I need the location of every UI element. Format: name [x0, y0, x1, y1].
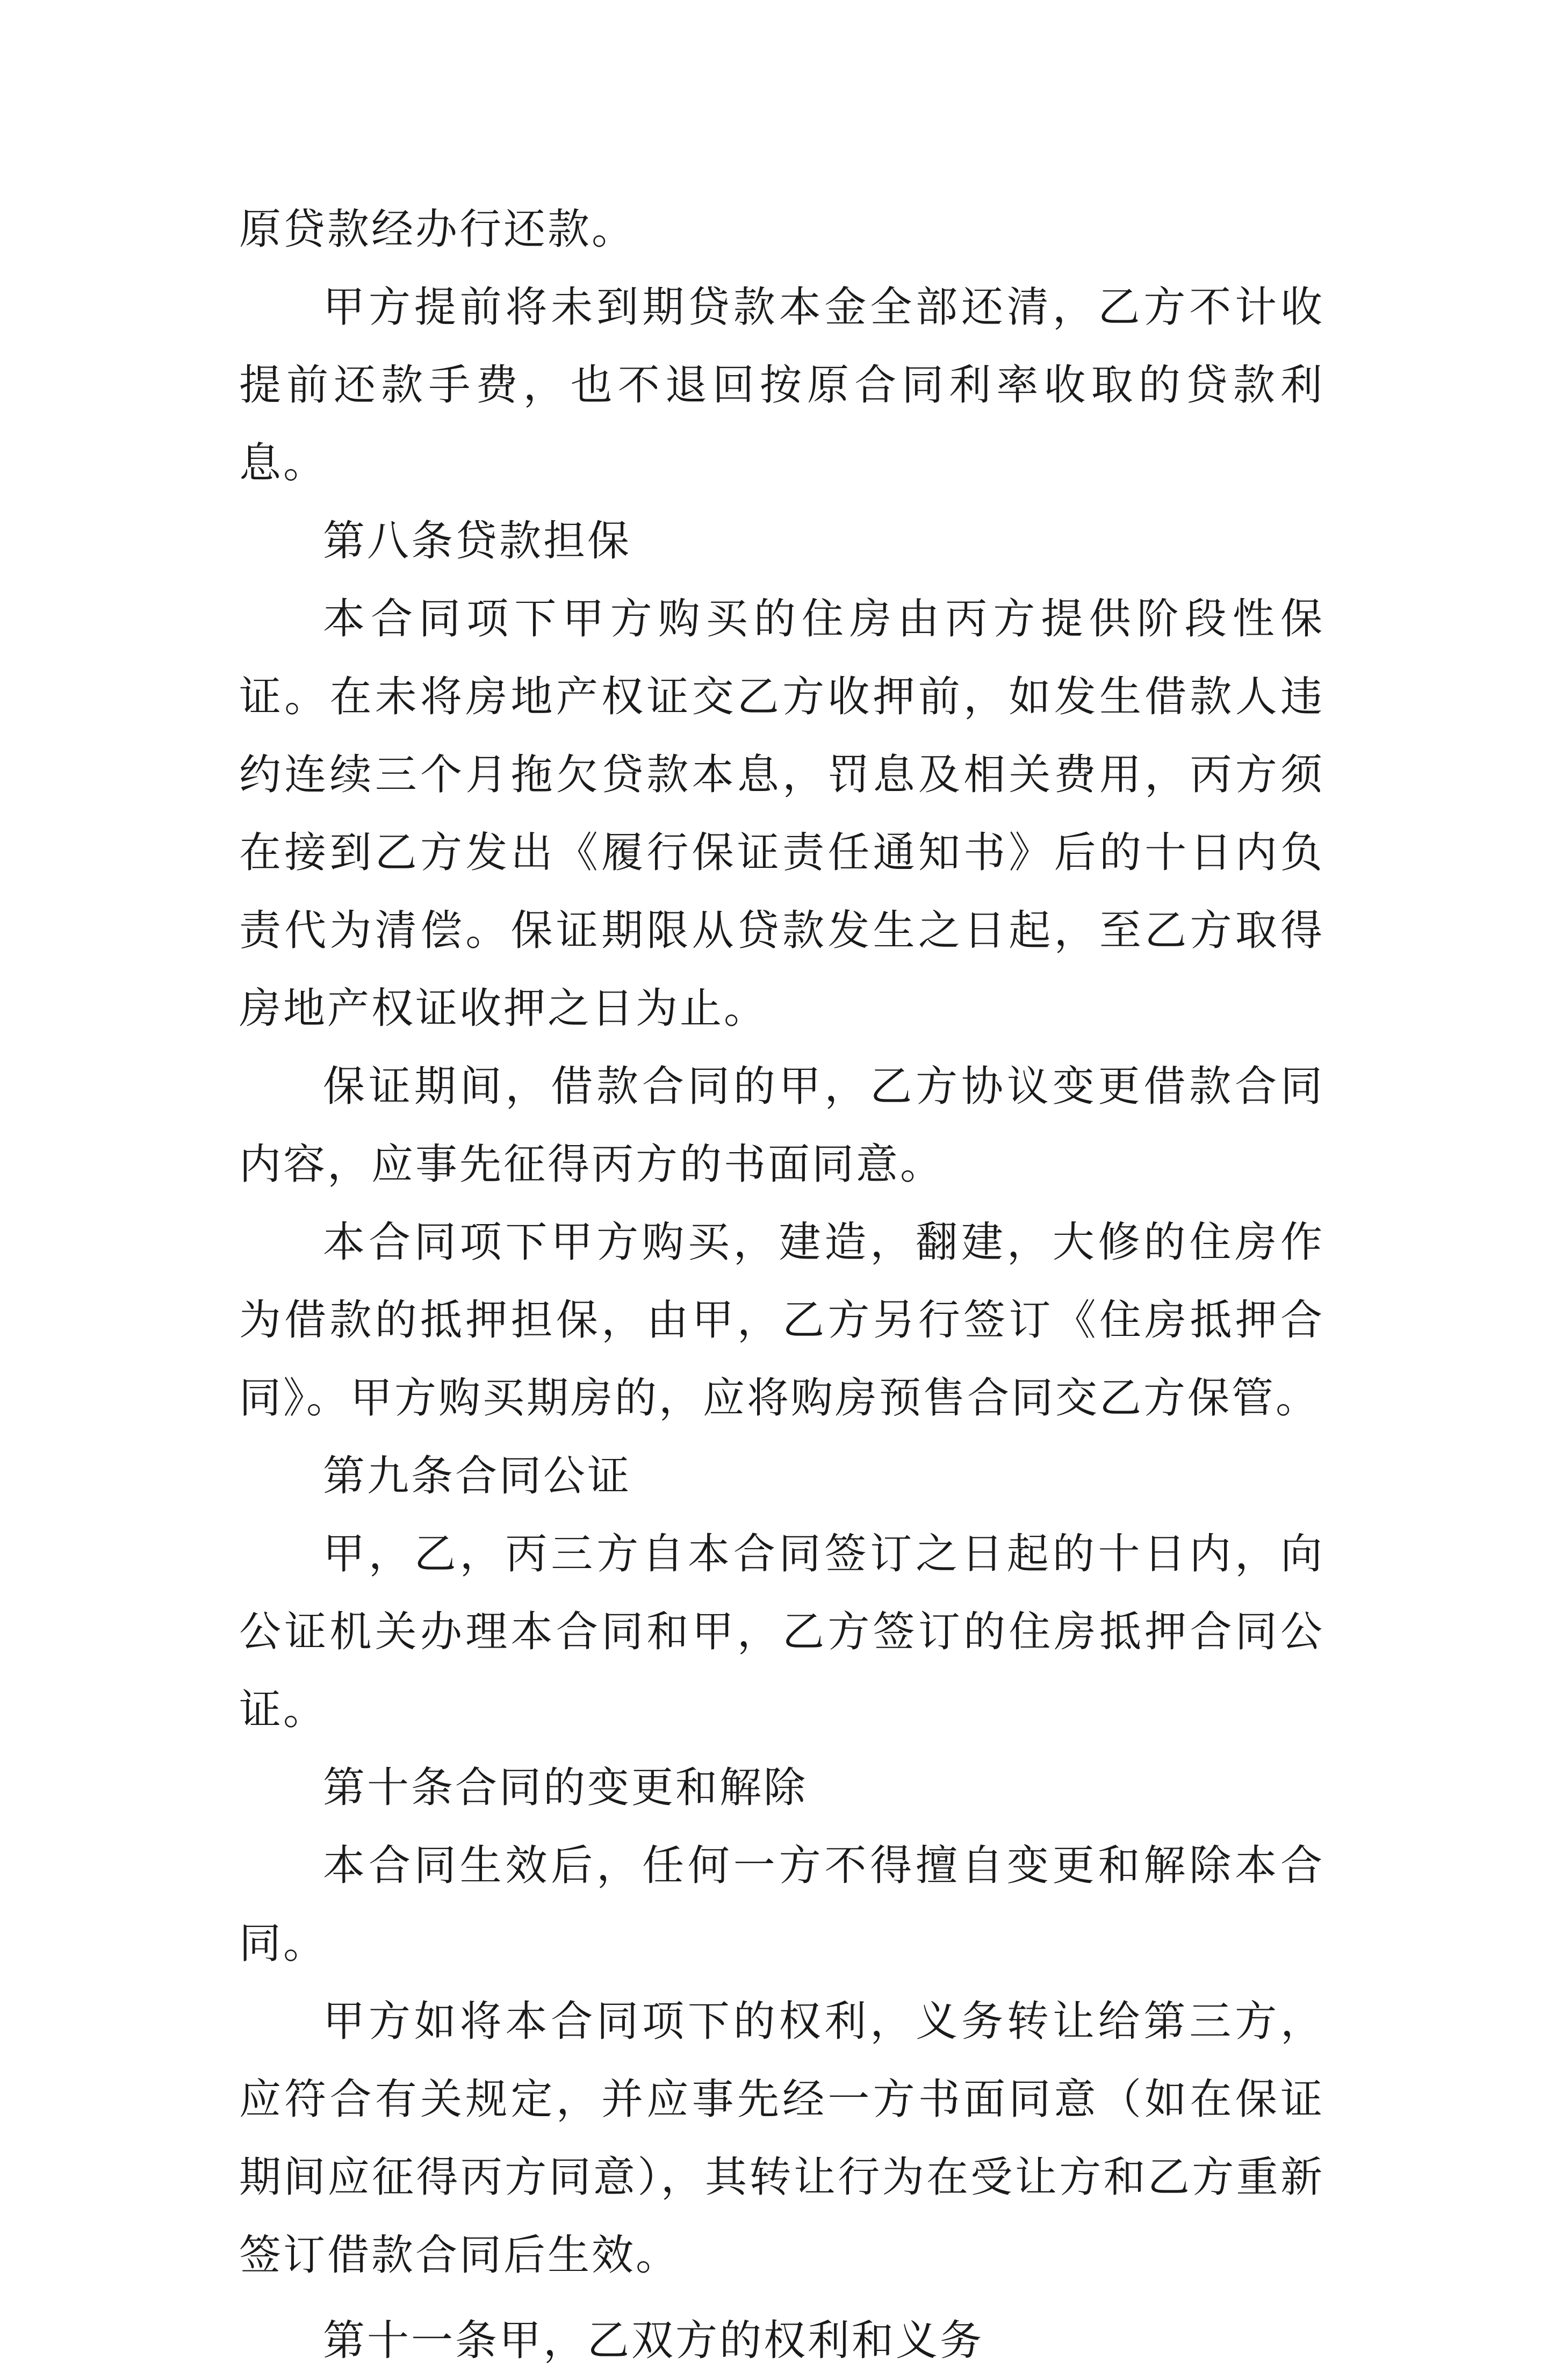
heading-article-10: 第十条合同的变更和解除: [323, 1764, 808, 1812]
heading-article-8: 第八条贷款担保: [323, 517, 632, 565]
heading-article-9: 第九条合同公证: [323, 1452, 632, 1500]
paragraph-early-repayment: 甲方提前将未到期贷款本金全部还清，乙方不计收提前还款手费，也不退回按原合同利率收取的贷款利息。: [239, 283, 1324, 487]
paragraph-loan-repayment-bank: 原贷款经办行还款。: [239, 205, 636, 254]
paragraph-guarantee-period-change: 保证期间，借款合同的甲，乙方协议变更借款合同内容，应事先征得丙方的书面同意。: [239, 1062, 1324, 1189]
paragraph-mortgage-collateral: 本合同项下甲方购买，建造，翻建，大修的住房作为借款的抵押担保，由甲，乙方另行签订《住房抵押合同》。甲方购买期房的，应将购房预售合同交乙方保管。: [239, 1218, 1324, 1422]
paragraph-no-unilateral-change: 本合同生效后，任何一方不得擅自变更和解除本合同。: [239, 1842, 1324, 1968]
heading-article-11: 第十一条甲，乙双方的权利和义务: [323, 2317, 984, 2365]
paragraph-notarization: 甲，乙，丙三方自本合同签订之日起的十日内，向公证机关办理本合同和甲，乙方签订的住房抵押合同公证。: [239, 1530, 1324, 1734]
paragraph-guarantee-terms: 本合同项下甲方购买的住房由丙方提供阶段性保证。在未将房地产权证交乙方收押前，如发生借款人违约连续三个月拖欠贷款本息，罚息及相关费用，丙方须在接到乙方发出《履行保证责任通知书》后的十日内负责代为清偿。保证期限从贷款发生之日起，至乙方取得房地产权证收押之日为止。: [239, 595, 1324, 1033]
paragraph-rights-transfer: 甲方如将本合同项下的权利，义务转让给第三方，应符合有关规定，并应事先经一方书面同意（如在保证期间应征得丙方同意），其转让行为在受让方和乙方重新签订借款合同后生效。: [239, 1997, 1324, 2280]
document-body: [239, 191, 1324, 2380]
